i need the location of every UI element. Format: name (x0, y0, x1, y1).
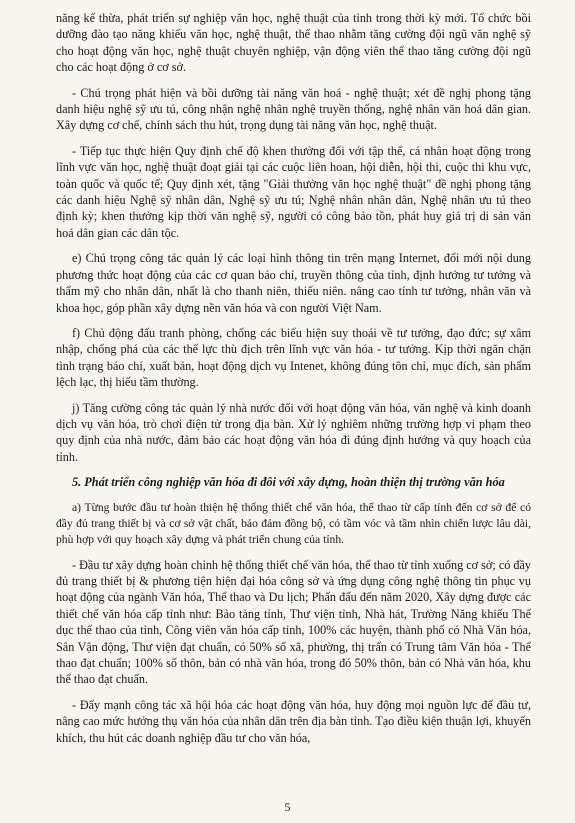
paragraph-state-management: j) Tăng cường công tác quản lý nhà nước đối với hoạt động văn hóa, văn nghệ và kinh doanh dịch vụ văn hóa, trò chơi điện tử trong địa bàn. Xử lý nghiêm những trường hợp vi phạm theo quy định của nhà nước, đảm bảo các hoạt động văn hóa đi đúng định hướng và quy hoạch của tỉnh. (56, 400, 531, 464)
paragraph-socialization: - Đẩy mạnh công tác xã hội hóa các hoạt động văn hóa, huy động mọi nguồn lực để đầu tư, nâng cao mức hưởng thụ văn hóa của nhân dân trên địa bàn tỉnh. Tạo điều kiện thuận lợi, khuyến khích, thu hút các doanh nghiệp đầu tư cho văn hóa, (56, 697, 531, 745)
paragraph-internet-management: e) Chú trọng công tác quản lý các loại hình thông tin trên mạng Internet, đổi mới nội dung phương thức hoạt động của các cơ quan báo chí, truyền thông của tỉnh, định hướng tư tưởng và thẩm mỹ cho nhân dân, nhất là cho thanh niên, thiếu niên. nâng cao tính tư tưởng, nhân văn và khoa học, góp phần xây dựng nền văn hóa và con người Việt Nam. (56, 251, 531, 315)
paragraph-talent-discovery: - Chú trọng phát hiện và bồi dưỡng tài năng văn hoá - nghệ thuật; xét đề nghị phong tặng danh hiệu nghệ sỹ ưu tú, công nhận nghệ nhân nghệ truyền thống, nghệ nhân văn hoá dân gian. Xây dựng cơ chế, chính sách thu hút, trọng dụng tài năng văn học, nghệ thuật. (56, 85, 531, 133)
page-number: 5 (284, 800, 291, 814)
paragraph-infrastructure-build: - Đầu tư xây dựng hoàn chỉnh hệ thống thiết chế văn hóa, thể thao từ tỉnh xuống cơ sở; có đầy đủ trang thiết bị & phương tiện hiện đại hóa công sở và ứng dụng công nghệ thông tin phục vụ hoạt động của ngành Văn hóa, Thể thao và Du lịch; Phấn đấu đến năm 2020, Xây dựng được các thiết chế văn hóa cấp tỉnh như: Bảo tàng tỉnh, Thư viện tỉnh, Nhà hát, Trường Năng khiếu Thể dục thể thao của tỉnh, Công viên văn hóa cấp tỉnh, 100% các huyện, thành phố có Nhà Văn hóa, Sân Vận động, Thư viện đạt chuẩn, có 50% số xã, phường, thị trấn có Trung tâm Văn hóa - Thể thao đạt chuẩn; 100% số thôn, bản có nhà văn hóa, trong đó 50% thôn, bản có Nhà văn hóa, khu thể thao đạt chuẩn. (56, 557, 531, 687)
paragraph-talent-training: năng kế thừa, phát triển sự nghiệp văn học, nghệ thuật của tỉnh trong thời kỳ mới. Tổ chức bồi dưỡng đào tạo năng khiếu văn học, nghệ thuật, thể thao nhằm tăng cường đội ngũ văn nghệ sỹ cho hoạt động văn học, nghệ thuật chuyên nghiệp, vận động viên thể thao tăng cường đội ngũ cho các hoạt động ở cơ sở. (56, 11, 531, 75)
paragraph-ideology-struggle: f) Chủ động đấu tranh phòng, chống các biểu hiện suy thoái về tư tưởng, đạo đức; sự xâm nhập, chống phá của các thế lực thù địch trên lĩnh vực văn hóa - tư tưởng. Kịp thời ngăn chặn tình trạng báo chí, xuất bản, hoạt động dịch vụ Intenet, không đúng tôn chỉ, mục đích, sản phẩm lệch lạc, thị hiếu tầm thường. (56, 325, 531, 390)
paragraph-institution-investment: a) Từng bước đầu tư hoàn thiện hệ thống thiết chế văn hóa, thể thao từ cấp tỉnh đến cơ sở để có đầy đủ trang thiết bị và cơ sở vật chất, bảo đảm đồng bộ, có tầm vóc và tầm nhìn chiến lược lâu dài, phù hợp với quy hoạch xây dựng và phát triển chung của tỉnh. (56, 500, 531, 546)
paragraph-reward-regulation: - Tiếp tục thực hiện Quy định chế độ khen thưởng đối với tập thể, cá nhân hoạt động trong lĩnh vực văn học, nghệ thuật đoạt giải tại các cuộc liên hoan, hội diễn, hội thi, cuộc thi khu vực, toàn quốc và quốc tế; Quy định xét, tặng "Giải thưởng văn học nghệ thuật" đề nghị phong tặng các danh hiệu Nghệ sỹ nhân dân, Nghệ sỹ ưu tú; Nghệ nhân nhân dân, Nghệ nhân ưu tú theo định kỳ; khen thưởng kịp thời văn nghệ sỹ, người có công bảo tồn, phát huy giá trị di sản văn hoá dân gian các dân tộc. (56, 143, 531, 240)
section-heading-5: 5. Phát triển công nghiệp văn hóa đi đôi với xây dựng, hoàn thiện thị trường văn hóa (72, 475, 505, 490)
document-body (56, 10, 531, 746)
